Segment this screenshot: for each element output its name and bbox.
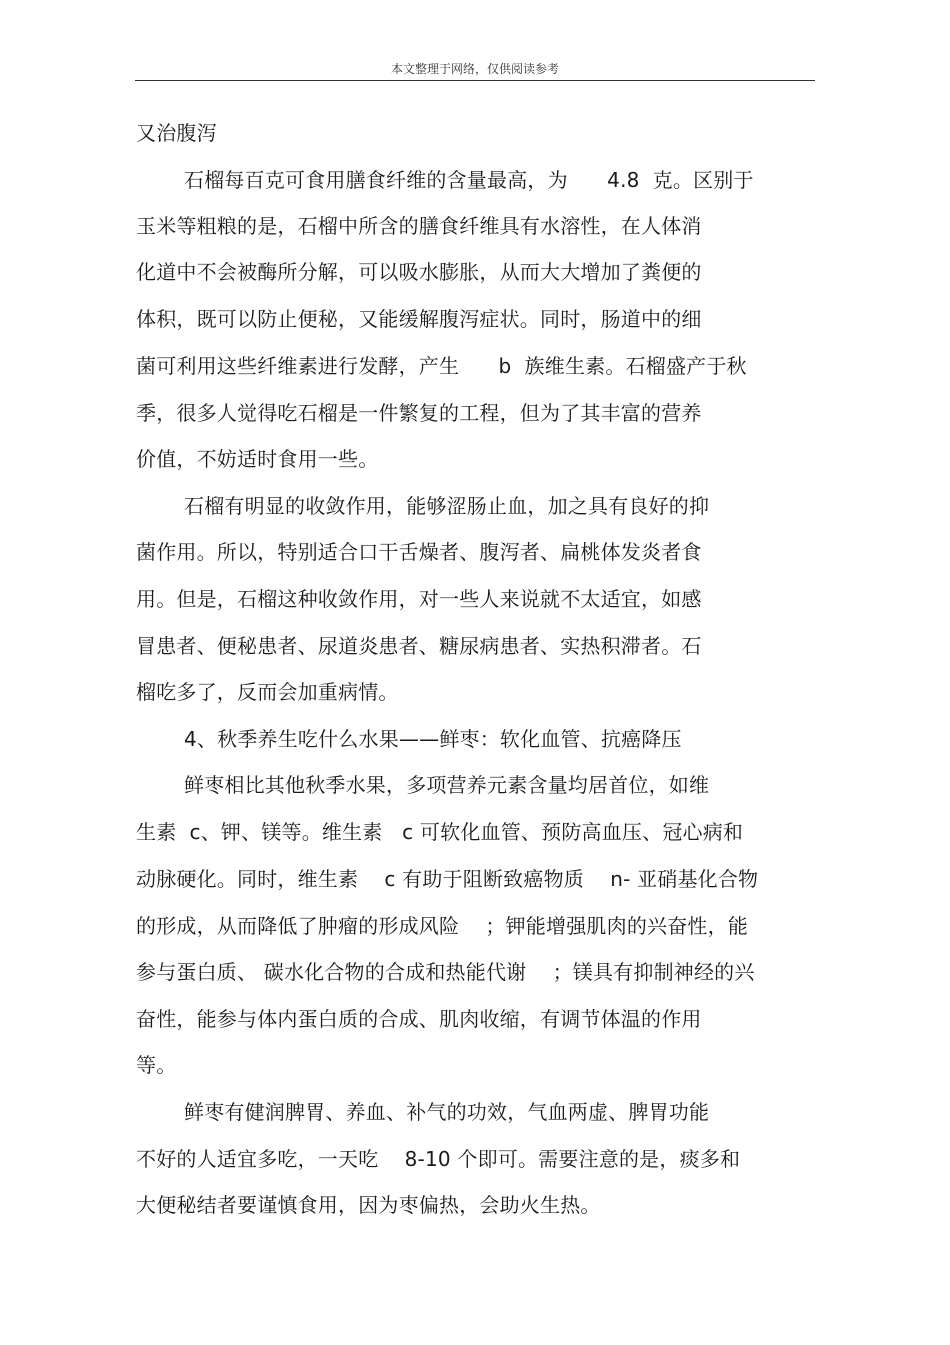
text-line: 菌作用。所以，特别适合口干舌燥者、腹泻者、扁桃体发炎者食	[136, 540, 702, 564]
text-line: 玉米等粗粮的是，石榴中所含的膳食纤维具有水溶性，在人体消	[136, 214, 702, 238]
text-line: 鲜枣相比其他秋季水果，多项营养元素含量均居首位，如维	[184, 773, 710, 797]
section-heading: 4、秋季养生吃什么水果——鲜枣：软化血管、抗癌降压	[184, 727, 682, 751]
text-line: 奋性，能参与体内蛋白质的合成、肌肉收缩，有调节体温的作用	[136, 1007, 702, 1031]
text-line: 用。但是，石榴这种收敛作用，对一些人来说就不太适宜，如感	[136, 587, 702, 611]
text-line: 石榴每百克可食用膳食纤维的含量最高，为 4.8 克。区别于	[184, 168, 754, 192]
text-line: 石榴有明显的收敛作用，能够涩肠止血，加之具有良好的抑	[184, 494, 710, 518]
text-line: 动脉硬化。同时，维生素 c 有助于阻断致癌物质 n- 亚硝基化合物	[136, 867, 759, 891]
text-line: 大便秘结者要谨慎食用，因为枣偏热，会助火生热。	[136, 1193, 601, 1217]
text-line: 菌可利用这些纤维素进行发酵，产生 b 族维生素。石榴盛产于秋	[136, 354, 747, 378]
text-line: 季，很多人觉得吃石榴是一件繁复的工程，但为了其丰富的营养	[136, 401, 702, 425]
text-line: 化道中不会被酶所分解，可以吸水膨胀，从而大大增加了粪便的	[136, 260, 702, 284]
text-line: 榴吃多了，反而会加重病情。	[136, 680, 399, 704]
text-line: 体积，既可以防止便秘，又能缓解腹泻症状。同时，肠道中的细	[136, 307, 702, 331]
text-line: 鲜枣有健润脾胃、养血、补气的功效，气血两虚、脾胃功能	[184, 1100, 710, 1124]
text-line: 等。	[136, 1053, 177, 1077]
text-line: 价值，不妨适时食用一些。	[136, 447, 379, 471]
text-line: 参与蛋白质、 碳水化合物的合成和热能代谢 ；镁具有抑制神经的兴	[136, 960, 755, 984]
text-line: 不好的人适宜多吃，一天吃 8-10 个即可。需要注意的是，痰多和	[136, 1147, 741, 1171]
text-line: 生素 c、钾、镁等。维生素 c 可软化血管、预防高血压、冠心病和	[136, 820, 744, 844]
text-line: 的形成，从而降低了肿瘤的形成风险 ；钾能增强肌肉的兴奋性，能	[136, 914, 749, 938]
page-header: 本文整理于网络，仅供阅读参考	[390, 62, 559, 76]
header-rule	[135, 80, 815, 81]
text-line: 又治腹泻	[136, 121, 217, 145]
text-line: 冒患者、便秘患者、尿道炎患者、糖尿病患者、实热积滞者。石	[136, 634, 702, 658]
